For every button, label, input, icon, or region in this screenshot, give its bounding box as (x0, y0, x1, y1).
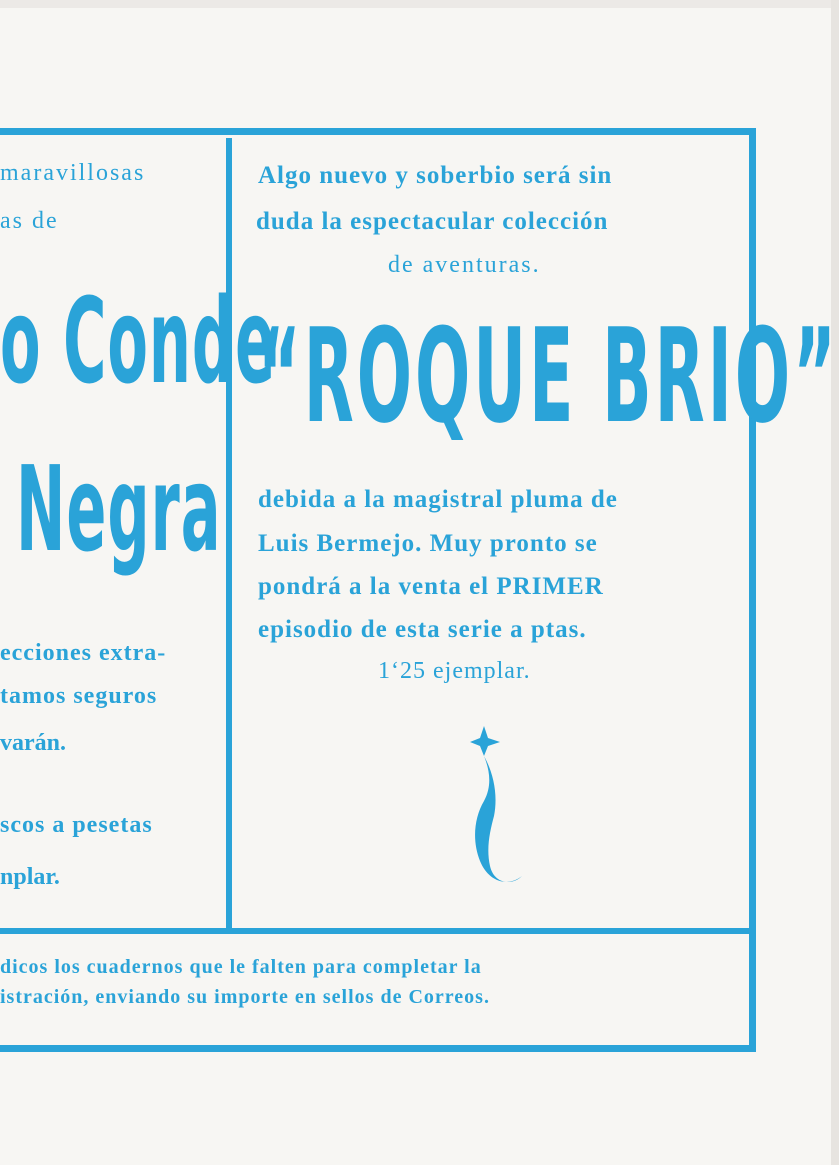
left-text-line-5: varán. (0, 730, 66, 756)
footer-line-1: dicos los cuadernos que le falten para completar la (0, 956, 482, 978)
body-line-3: pondrá a la venta el PRIMER (258, 573, 604, 600)
body-line-2: Luis Bermejo. Muy pronto se (258, 530, 598, 557)
series-title: “ROQUE BRIO” (258, 300, 839, 452)
intro-line-1: Algo nuevo y soberbio será sin (258, 162, 613, 189)
body-line-1: debida a la magistral pluma de (258, 486, 618, 513)
ornamental-flourish-icon (462, 726, 532, 896)
intro-line-2: duda la espectacular colección (256, 208, 609, 235)
left-text-line-6: scos a pesetas (0, 812, 153, 838)
footer-line-2: istración, enviando su importe en sellos de Correos. (0, 986, 490, 1008)
left-text-line-4: tamos seguros (0, 683, 158, 709)
body-line-5: 1‘25 ejemplar. (378, 658, 531, 684)
left-text-line-1: maravillosas (0, 160, 146, 186)
body-line-4: episodio de esta serie a ptas. (258, 616, 587, 643)
left-text-line-2: as de (0, 208, 59, 234)
column-divider (226, 138, 232, 933)
page-edge-right (831, 0, 839, 1165)
left-text-line-7: nplar. (0, 864, 60, 890)
intro-line-3: de aventuras. (388, 252, 541, 278)
left-title-line-1: o Conde (0, 272, 277, 410)
page-edge-top (0, 0, 839, 8)
footer-divider (0, 928, 752, 934)
left-title-line-2: Negra (16, 440, 222, 578)
left-text-line-3: ecciones extra- (0, 640, 167, 666)
